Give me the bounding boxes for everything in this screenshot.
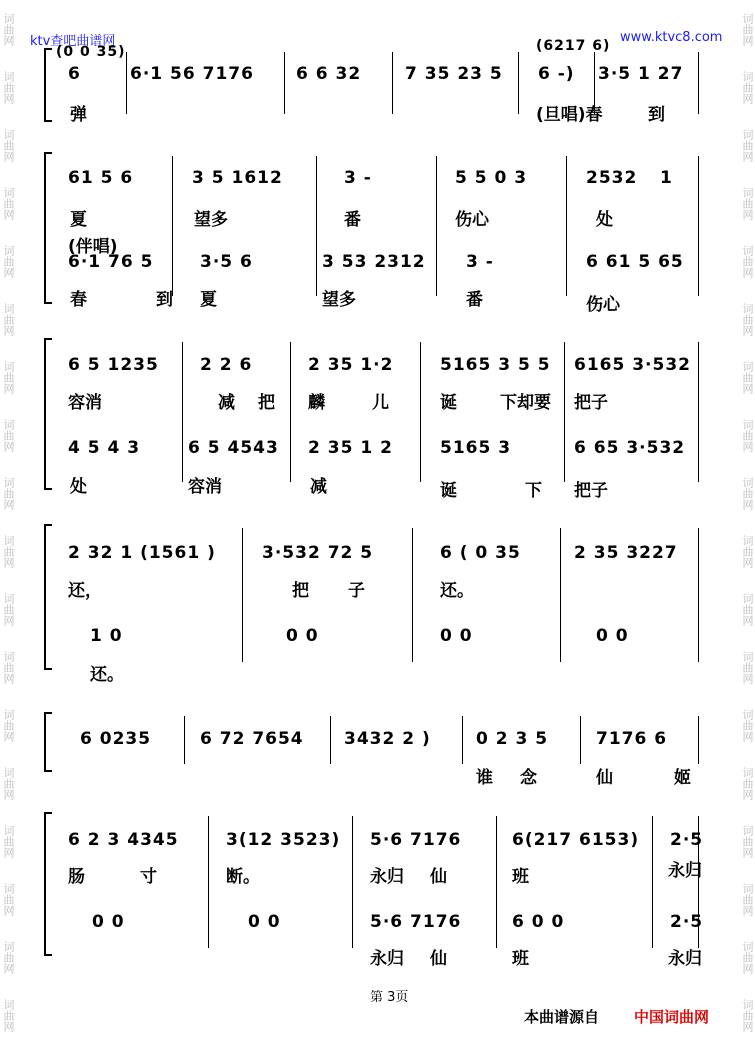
- barline: [284, 52, 285, 114]
- notation-group: 0 2 3 5: [476, 729, 549, 749]
- system-brace: [44, 712, 52, 772]
- notation-group: 5·6 7176: [370, 830, 462, 850]
- side-watermark-text: 词曲网: [2, 940, 15, 974]
- barline: [698, 342, 699, 482]
- side-watermark-text: 词曲网: [741, 418, 754, 452]
- side-watermark-text: 词曲网: [741, 766, 754, 800]
- notation-group: 6(217 6153): [512, 830, 640, 850]
- side-watermark-text: 词曲网: [741, 592, 754, 626]
- side-watermark-text: 词曲网: [741, 128, 754, 162]
- side-watermark-text: 词曲网: [2, 128, 15, 162]
- notation-group: 2 35 1·2: [308, 355, 394, 375]
- side-watermark-text: 词曲网: [2, 418, 15, 452]
- side-watermark-text: 词曲网: [741, 12, 754, 46]
- notation-group: 6 ( 0 35: [440, 543, 521, 563]
- side-watermark-text: 词曲网: [741, 302, 754, 336]
- lyric-text: 番: [466, 290, 483, 310]
- notation-group: 3 53 2312: [322, 252, 426, 272]
- barline: [126, 52, 127, 114]
- top-left-watermark: ktv查吧曲谱网: [30, 34, 116, 49]
- system-brace: [44, 338, 52, 490]
- lyric-text: 寸: [140, 867, 157, 887]
- side-watermark-text: 词曲网: [741, 824, 754, 858]
- notation-group: 3·5 6: [200, 252, 253, 272]
- lyric-text: 姬: [674, 768, 691, 788]
- side-watermark-text: 词曲网: [2, 708, 15, 742]
- barline: [580, 716, 581, 764]
- right-side-watermark: [739, 0, 755, 1053]
- source-label: 本曲谱源自: [524, 1008, 600, 1026]
- lyric-text: (旦唱)春: [536, 105, 603, 125]
- side-watermark-text: 词曲网: [2, 70, 15, 104]
- system-brace: [44, 152, 52, 304]
- lyric-text: 断。: [226, 867, 260, 887]
- notation-group: 0 0: [286, 626, 319, 646]
- lyric-text: 仙: [596, 768, 613, 788]
- notation-group: 7 35 23 5: [405, 64, 503, 84]
- barline: [462, 716, 463, 764]
- lyric-text: 诞: [440, 393, 457, 413]
- lyric-text: 减: [310, 477, 327, 497]
- lyric-text: 弹: [70, 105, 87, 125]
- side-watermark-text: 词曲网: [741, 708, 754, 742]
- side-watermark-text: 词曲网: [741, 534, 754, 568]
- barline: [330, 716, 331, 764]
- barline: [290, 342, 291, 482]
- lyric-text: 还，: [68, 581, 102, 601]
- lyric-text: 子: [348, 581, 365, 601]
- barline: [436, 156, 437, 296]
- notation-group: 2 35 1 2: [308, 438, 393, 458]
- notation-group: 6 65 3·532: [574, 438, 686, 458]
- barline: [420, 342, 421, 482]
- side-watermark-text: 词曲网: [741, 998, 754, 1032]
- notation-group: 2 2 6: [200, 355, 253, 375]
- barline: [392, 52, 393, 114]
- barline: [208, 816, 209, 948]
- lyric-text: 减: [218, 393, 235, 413]
- notation-group: 0 0: [440, 626, 473, 646]
- lyric-text: 伤心: [586, 295, 620, 315]
- lyric-text: 下: [525, 481, 542, 501]
- barline: [560, 528, 561, 662]
- barline: [564, 342, 565, 482]
- page-number: 第 3页: [370, 990, 409, 1005]
- lyric-text: 诞: [440, 481, 457, 501]
- barline: [242, 528, 243, 662]
- side-watermark-text: 词曲网: [2, 534, 15, 568]
- notation-group: 6·1 76 5: [68, 252, 154, 272]
- notation-group: 3 -: [344, 168, 372, 188]
- left-side-watermark: [0, 0, 16, 1053]
- lyric-text: 仙: [430, 949, 447, 969]
- notation-group: 6 5 1235: [68, 355, 159, 375]
- notation-group: 6 6 32: [296, 64, 362, 84]
- lyric-text: 永归: [668, 949, 702, 969]
- notation-group: 5165 3: [440, 438, 512, 458]
- lyric-text: 把子: [574, 481, 608, 501]
- lyric-text: 夏: [70, 210, 87, 230]
- notation-group: 5 5 0 3: [455, 168, 528, 188]
- barline: [698, 528, 699, 662]
- notation-group: 3432 2 ): [344, 729, 431, 749]
- lyric-text: 肠: [68, 867, 85, 887]
- source-name[interactable]: 中国词曲网: [634, 1008, 710, 1026]
- lyric-text: 把: [292, 581, 309, 601]
- side-watermark-text: 词曲网: [2, 302, 15, 336]
- lyric-text: 处: [70, 477, 87, 497]
- barline: [172, 156, 173, 296]
- barline: [698, 52, 699, 114]
- notation-group: 2 35 3227: [574, 543, 678, 563]
- side-watermark-text: 词曲网: [741, 186, 754, 220]
- notation-group: 0 0: [596, 626, 629, 646]
- side-watermark-text: 词曲网: [2, 12, 15, 46]
- side-watermark-text: 词曲网: [2, 882, 15, 916]
- side-watermark-text: 词曲网: [741, 70, 754, 104]
- barline: [698, 716, 699, 764]
- lyric-text: 班: [512, 867, 529, 887]
- side-watermark-text: 词曲网: [2, 824, 15, 858]
- side-watermark-text: 词曲网: [741, 244, 754, 278]
- barline: [496, 816, 497, 948]
- notation-group: 7176 6: [596, 729, 668, 749]
- lyric-text: 春: [70, 290, 87, 310]
- notation-group: 6 61 5 65: [586, 252, 684, 272]
- lyric-text: 望多: [322, 290, 356, 310]
- notation-group: 6: [68, 64, 81, 84]
- notation-group: (6217 6): [536, 38, 611, 54]
- lyric-text: 把子: [574, 393, 608, 413]
- notation-group: 2 32 1 (1561 ): [68, 543, 216, 563]
- lyric-text: 永归: [370, 949, 404, 969]
- system-brace: [44, 812, 52, 956]
- lyric-text: 念: [520, 768, 537, 788]
- lyric-text: 永归: [668, 861, 702, 881]
- lyric-text: 到: [156, 290, 173, 310]
- lyric-text: 班: [512, 949, 529, 969]
- lyric-text: 谁: [476, 768, 493, 788]
- lyric-text: 还。: [440, 581, 474, 601]
- notation-group: 4 5 4 3: [68, 438, 141, 458]
- notation-group: 2·5: [670, 830, 704, 850]
- side-watermark-text: 词曲网: [2, 186, 15, 220]
- notation-group: 5165 3 5 5: [440, 355, 551, 375]
- notation-group: 3 -: [466, 252, 494, 272]
- notation-group: 1: [660, 168, 673, 188]
- top-right-watermark: www.ktvc8.com: [620, 30, 723, 45]
- lyric-text: 望多: [194, 210, 228, 230]
- notation-group: 6 5 4543: [188, 438, 279, 458]
- lyric-text: 儿: [372, 393, 389, 413]
- notation-group: 3(12 3523): [226, 830, 341, 850]
- notation-group: 6 72 7654: [200, 729, 304, 749]
- lyric-text: 伤心: [455, 210, 489, 230]
- lyric-text: 永归: [370, 867, 404, 887]
- notation-group: 2·5: [670, 912, 704, 932]
- notation-group: 3·532 72 5: [262, 543, 374, 563]
- barline: [412, 528, 413, 662]
- lyric-text: 处: [596, 210, 613, 230]
- notation-group: 6 -): [538, 64, 575, 84]
- side-watermark-text: 词曲网: [2, 766, 15, 800]
- barline: [518, 52, 519, 114]
- lyric-text: 容消: [68, 393, 102, 413]
- side-watermark-text: 词曲网: [2, 650, 15, 684]
- side-watermark-text: 词曲网: [2, 592, 15, 626]
- barline: [182, 342, 183, 482]
- side-watermark-text: 词曲网: [741, 476, 754, 510]
- side-watermark-text: 词曲网: [2, 476, 15, 510]
- barline: [316, 156, 317, 296]
- notation-group: 5·6 7176: [370, 912, 462, 932]
- notation-group: 0 0: [248, 912, 281, 932]
- barline: [184, 716, 185, 764]
- lyric-text: 还。: [90, 665, 124, 685]
- system-brace: [44, 48, 52, 122]
- notation-group: 2532: [586, 168, 638, 188]
- lyric-text: (伴唱): [68, 237, 118, 257]
- notation-group: 1 0: [90, 626, 123, 646]
- barline: [352, 816, 353, 948]
- lyric-text: 下却要: [500, 393, 551, 413]
- side-watermark-text: 词曲网: [2, 998, 15, 1032]
- lyric-text: 仙: [430, 867, 447, 887]
- notation-group: 3·5 1 27: [598, 64, 684, 84]
- notation-group: 6·1 56 7176: [130, 64, 254, 84]
- side-watermark-text: 词曲网: [741, 940, 754, 974]
- notation-group: 3 5 1612: [192, 168, 283, 188]
- system-brace: [44, 524, 52, 670]
- side-watermark-text: 词曲网: [2, 360, 15, 394]
- notation-group: 6 0235: [80, 729, 152, 749]
- lyric-text: 番: [344, 210, 361, 230]
- barline: [652, 816, 653, 948]
- notation-group: 6 2 3 4345: [68, 830, 179, 850]
- side-watermark-text: 词曲网: [2, 244, 15, 278]
- notation-group: 6 0 0: [512, 912, 565, 932]
- barline: [698, 156, 699, 296]
- lyric-text: 到: [648, 105, 665, 125]
- notation-group: 0 0: [92, 912, 125, 932]
- side-watermark-text: 词曲网: [741, 882, 754, 916]
- barline: [566, 156, 567, 296]
- lyric-text: 容消: [188, 477, 222, 497]
- side-watermark-text: 词曲网: [741, 650, 754, 684]
- lyric-text: 麟: [308, 393, 325, 413]
- notation-group: 6165 3·532: [574, 355, 692, 375]
- side-watermark-text: 词曲网: [741, 360, 754, 394]
- notation-group: (0 0 35): [56, 44, 126, 60]
- lyric-text: 把: [258, 393, 275, 413]
- lyric-text: 夏: [200, 290, 217, 310]
- notation-group: 61 5 6: [68, 168, 134, 188]
